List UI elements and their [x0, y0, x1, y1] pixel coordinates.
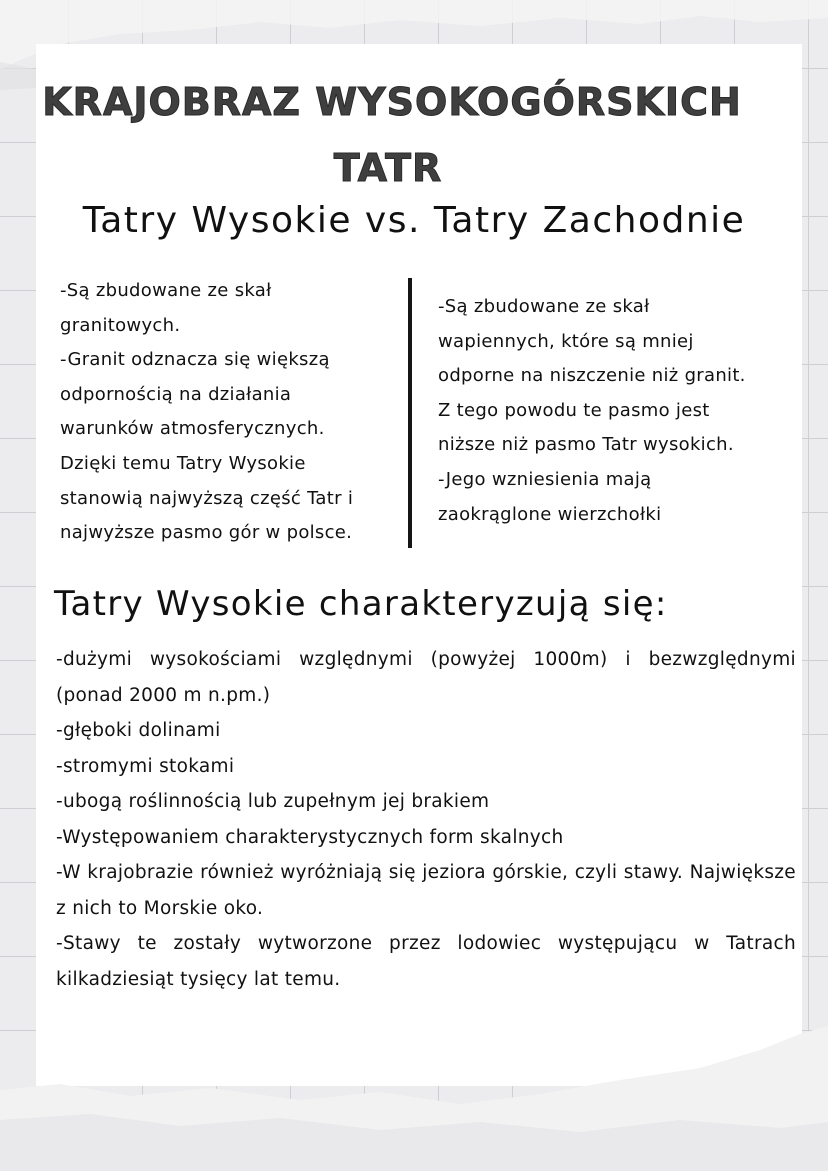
list-item: -stromymi stokami [56, 755, 235, 777]
list-item: -głęboki dolinami [56, 720, 221, 741]
left-line: warunków atmosferycznych. [60, 418, 325, 440]
list-item: -Występowaniem charakterystycznych form skalnych [56, 826, 564, 848]
right-line: -Są zbudowane ze skał [438, 296, 650, 317]
left-line: -Granit odznacza się większą [60, 349, 330, 371]
right-line: niższe niż pasmo Tatr wysokich. [438, 434, 734, 456]
right-line: -Jego wzniesienia mają [438, 468, 652, 490]
right-line: wapiennych, które są mniej [438, 330, 694, 352]
page-title-line-2: TATR [333, 146, 443, 190]
left-line: najwyższe pasmo gór w polsce. [60, 522, 353, 544]
page-title-line-1: KRAJOBRAZ WYSOKOGÓRSKICH [42, 80, 742, 124]
left-line: -Są zbudowane ze skał [60, 280, 272, 301]
characteristics-list [56, 642, 796, 997]
list-item: -dużymi wysokościami względnymi (powyżej 1000m) i bezwzględnymi (ponad 2000 m n.pm.) [56, 649, 796, 706]
comparison-subtitle: Tatry Wysokie vs. Tatry Zachodnie [82, 200, 746, 241]
right-line: Z tego powodu te pasmo jest [438, 399, 710, 421]
torn-paper-bottom [0, 1010, 828, 1171]
characteristics-heading: Tatry Wysokie charakteryzują się: [54, 584, 668, 624]
list-item: -Stawy te zostały wytworzone przez lodowiec występującu w Tatrach kilkadziesiąt tysięcy lat temu. [56, 933, 796, 990]
left-line: odpornością na działania [60, 383, 292, 405]
left-line: Dzięki temu Tatry Wysokie [60, 452, 306, 474]
left-line: stanowią najwyższą część Tatr i [60, 487, 354, 509]
right-line: zaokrąglone wierzchołki [438, 503, 662, 525]
right-line: odporne na niszczenie niż granit. [438, 365, 746, 387]
tatry-zachodnie-description [438, 290, 808, 532]
list-item: -W krajobrazie również wyróżniają się jeziora górskie, czyli stawy. Największe z nich to Morskie oko. [56, 862, 796, 919]
left-line: granitowych. [60, 314, 181, 336]
column-divider [408, 278, 412, 548]
tatry-wysokie-description [60, 274, 410, 551]
list-item: -ubogą roślinnością lub zupełnym jej brakiem [56, 791, 490, 812]
